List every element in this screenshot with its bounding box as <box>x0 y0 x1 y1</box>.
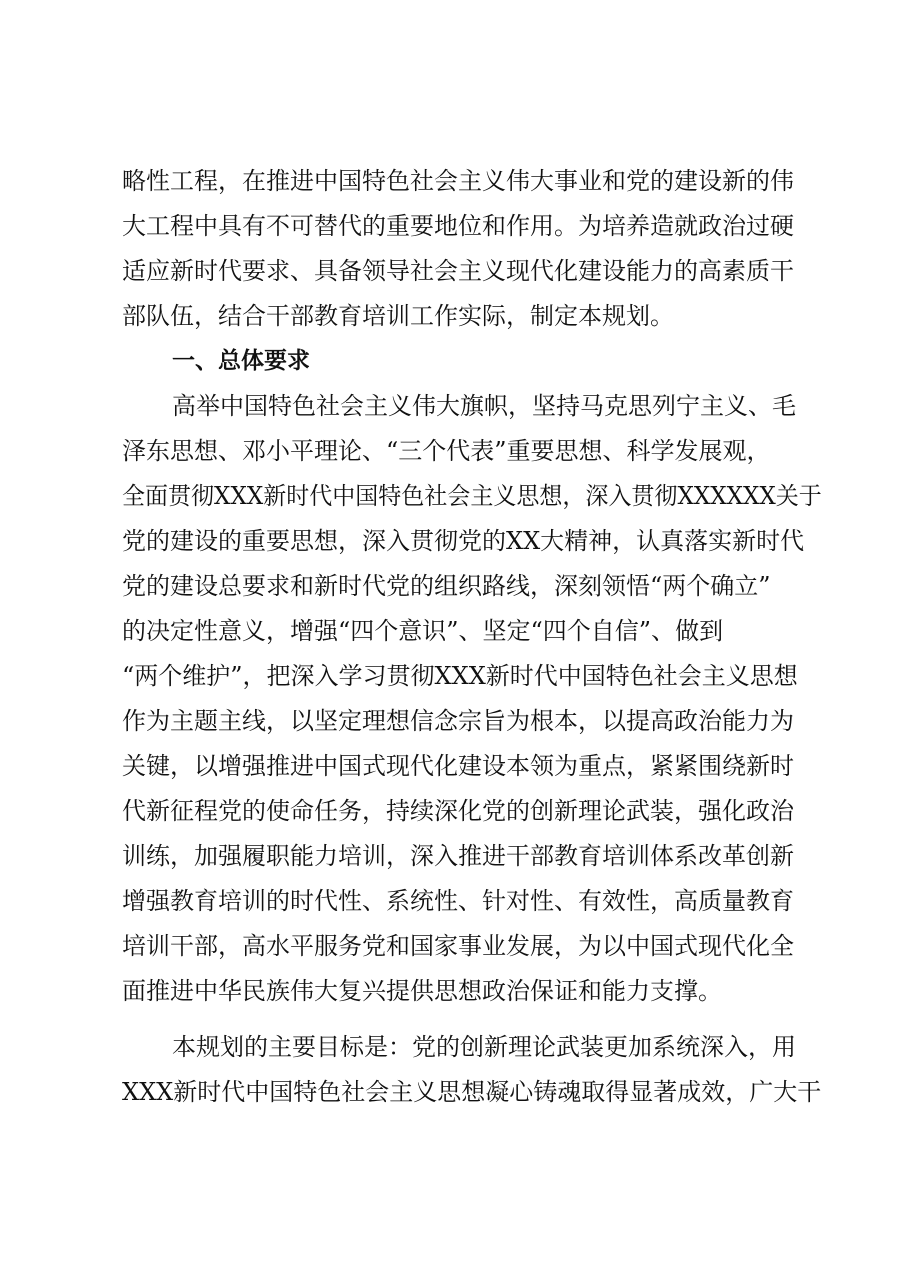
text-line-3: 适应新时代要求、具备领导社会主义现代化建设能力的高素质干 <box>122 257 794 285</box>
text-line-11: 的决定性意义，增强“四个意识”、坚定“四个自信”、做到 <box>122 617 724 645</box>
text-line-19: 面推进中华民族伟大复兴提供思想政治保证和能力支撑。 <box>122 977 722 1005</box>
text-line-1: 略性工程，在推进中国特色社会主义伟大事业和党的建设新的伟 <box>122 167 794 195</box>
text-line-10: 党的建设总要求和新时代党的组织路线，深刻领悟“两个确立” <box>122 572 771 600</box>
section-heading: 一、总体要求 <box>172 348 310 374</box>
text-line-17: 增强教育培训的时代性、系统性、针对性、有效性，高质量教育 <box>122 887 794 915</box>
text-line-2: 大工程中具有不可替代的重要地位和作用。为培养造就政治过硬 <box>122 212 794 240</box>
text-line-18: 培训干部，高水平服务党和国家事业发展，为以中国式现代化全 <box>122 932 794 960</box>
text-line-9: 党的建设的重要思想，深入贯彻党的XX大精神，认真落实新时代 <box>122 527 805 555</box>
text-line-12: “两个维护”，把深入学习贯彻XXX新时代中国特色社会主义思想 <box>122 662 798 690</box>
text-line-8: 全面贯彻XXX新时代中国特色社会主义思想，深入贯彻XXXXXX关于 <box>122 482 822 510</box>
text-line-15: 代新征程党的使命任务，持续深化党的创新理论武装，强化政治 <box>122 797 794 825</box>
text-line-7: 泽东思想、邓小平理论、“三个代表”重要思想、科学发展观， <box>122 437 771 465</box>
text-line-14: 关键，以增强推进中国式现代化建设本领为重点，紧紧围绕新时 <box>122 752 794 780</box>
text-line-20: 本规划的主要目标是：党的创新理论武装更加系统深入，用 <box>172 1033 796 1061</box>
text-line-6: 高举中国特色社会主义伟大旗帜，坚持马克思列宁主义、毛 <box>172 392 796 420</box>
text-line-21: XXX新时代中国特色社会主义思想凝心铸魂取得显著成效，广大干 <box>122 1078 822 1106</box>
text-line-13: 作为主题主线，以坚定理想信念宗旨为根本，以提高政治能力为 <box>122 707 794 735</box>
text-line-16: 训练，加强履职能力培训，深入推进干部教育培训体系改革创新 <box>122 842 794 870</box>
text-line-4: 部队伍，结合干部教育培训工作实际，制定本规划。 <box>122 302 674 330</box>
